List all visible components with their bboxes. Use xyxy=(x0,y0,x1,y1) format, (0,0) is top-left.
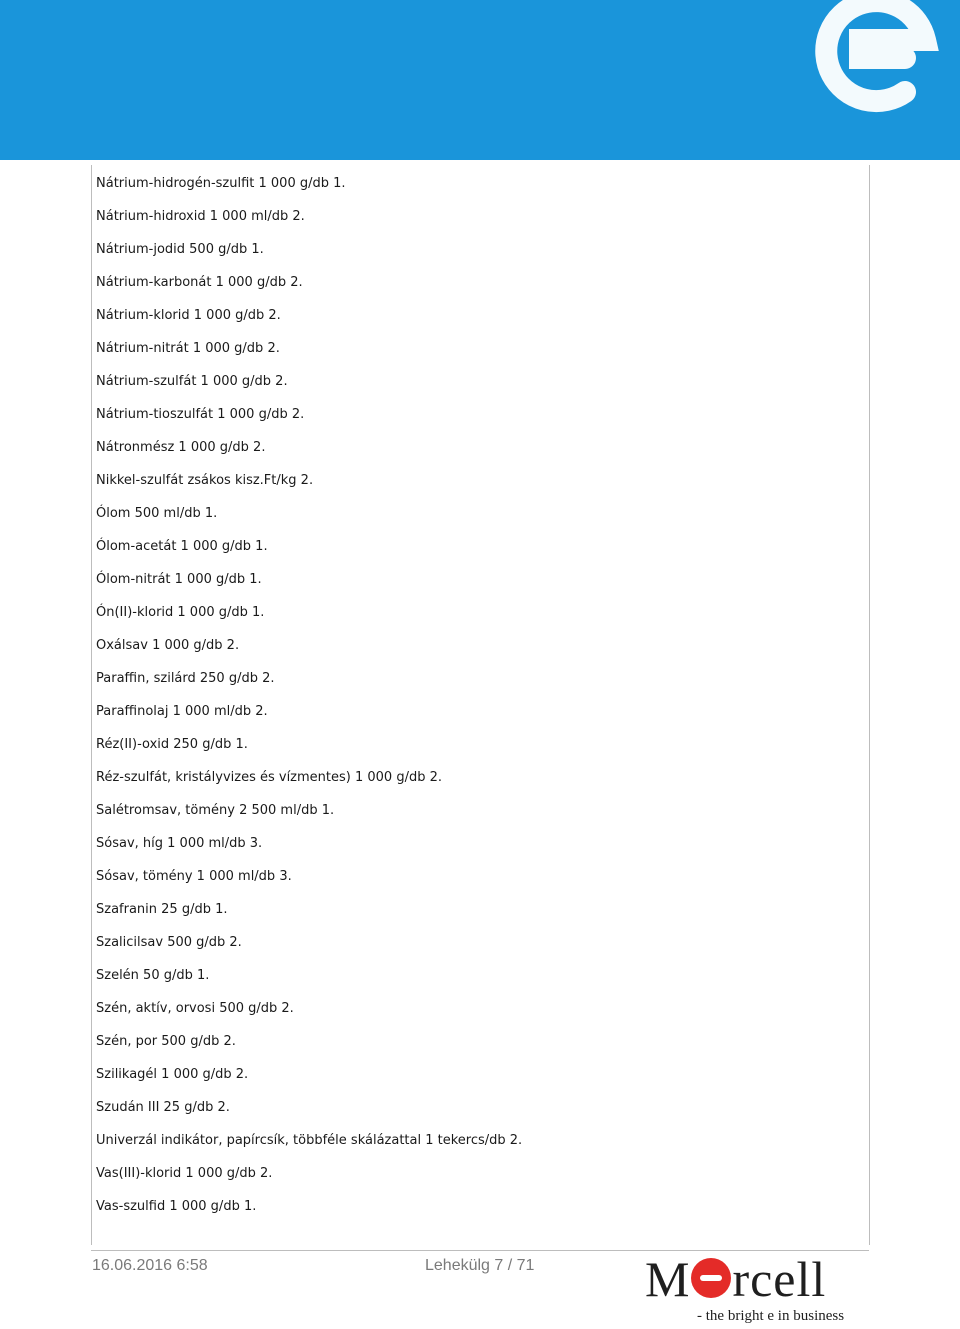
list-item: Ólom-acetát 1 000 g/db 1. xyxy=(96,539,268,554)
list-item: Univerzál indikátor, papírcsík, többféle skálázattal 1 tekercs/db 2. xyxy=(96,1133,523,1148)
list-item: Sósav, tömény 1 000 ml/db 3. xyxy=(96,869,292,884)
logo-wordmark-right: rcell xyxy=(732,1251,827,1307)
footer-page-number: Lehekülg 7 / 71 xyxy=(425,1257,535,1274)
list-item: Oxálsav 1 000 g/db 2. xyxy=(96,638,240,653)
list-item: Szudán III 25 g/db 2. xyxy=(96,1100,230,1115)
list-item: Ólom 500 ml/db 1. xyxy=(96,506,218,521)
list-item: Nátrium-klorid 1 000 g/db 2. xyxy=(96,308,281,323)
list-item: Ón(II)-klorid 1 000 g/db 1. xyxy=(96,605,265,620)
list-item: Réz-szulfát, kristályvizes és vízmentes) 1 000 g/db 2. xyxy=(96,770,442,785)
footer-date: 16.06.2016 6:58 xyxy=(92,1257,208,1274)
list-item: Ólom-nitrát 1 000 g/db 1. xyxy=(96,572,262,587)
list-item: Szalicilsav 500 g/db 2. xyxy=(96,935,242,950)
logo-tagline: - the bright e in business xyxy=(697,1308,845,1324)
list-item: Nátrium-hidroxid 1 000 ml/db 2. xyxy=(96,209,305,224)
marcell-logo xyxy=(645,1253,870,1325)
list-item: Vas-szulfid 1 000 g/db 1. xyxy=(96,1199,257,1214)
list-item: Nátrium-karbonát 1 000 g/db 2. xyxy=(96,275,303,290)
logo-wordmark-left: M xyxy=(645,1251,691,1307)
list-item: Paraffin, szilárd 250 g/db 2. xyxy=(96,671,275,686)
list-item: Paraffinolaj 1 000 ml/db 2. xyxy=(96,704,268,719)
list-item: Szafranin 25 g/db 1. xyxy=(96,902,228,917)
e-mark-icon xyxy=(691,1258,731,1298)
chemical-list xyxy=(96,175,522,1231)
list-item: Szén, por 500 g/db 2. xyxy=(96,1034,236,1049)
list-item: Nátrium-hidrogén-szulfit 1 000 g/db 1. xyxy=(96,176,346,191)
logo-wordmark xyxy=(645,1253,826,1305)
list-item: Nátronmész 1 000 g/db 2. xyxy=(96,440,266,455)
list-item: Réz(II)-oxid 250 g/db 1. xyxy=(96,737,248,752)
list-item: Szén, aktív, orvosi 500 g/db 2. xyxy=(96,1001,294,1016)
header-band xyxy=(0,0,960,160)
list-item: Nátrium-nitrát 1 000 g/db 2. xyxy=(96,341,280,356)
list-item: Nikkel-szulfát zsákos kisz.Ft/kg 2. xyxy=(96,473,314,488)
list-item: Nátrium-tioszulfát 1 000 g/db 2. xyxy=(96,407,305,422)
list-item: Szilikagél 1 000 g/db 2. xyxy=(96,1067,249,1082)
list-item: Salétromsav, tömény 2 500 ml/db 1. xyxy=(96,803,335,818)
header-e-logo-icon xyxy=(0,0,960,160)
list-item: Szelén 50 g/db 1. xyxy=(96,968,210,983)
list-item: Nátrium-szulfát 1 000 g/db 2. xyxy=(96,374,288,389)
list-item: Vas(III)-klorid 1 000 g/db 2. xyxy=(96,1166,273,1181)
list-item: Sósav, híg 1 000 ml/db 3. xyxy=(96,836,263,851)
list-item: Nátrium-jodid 500 g/db 1. xyxy=(96,242,264,257)
